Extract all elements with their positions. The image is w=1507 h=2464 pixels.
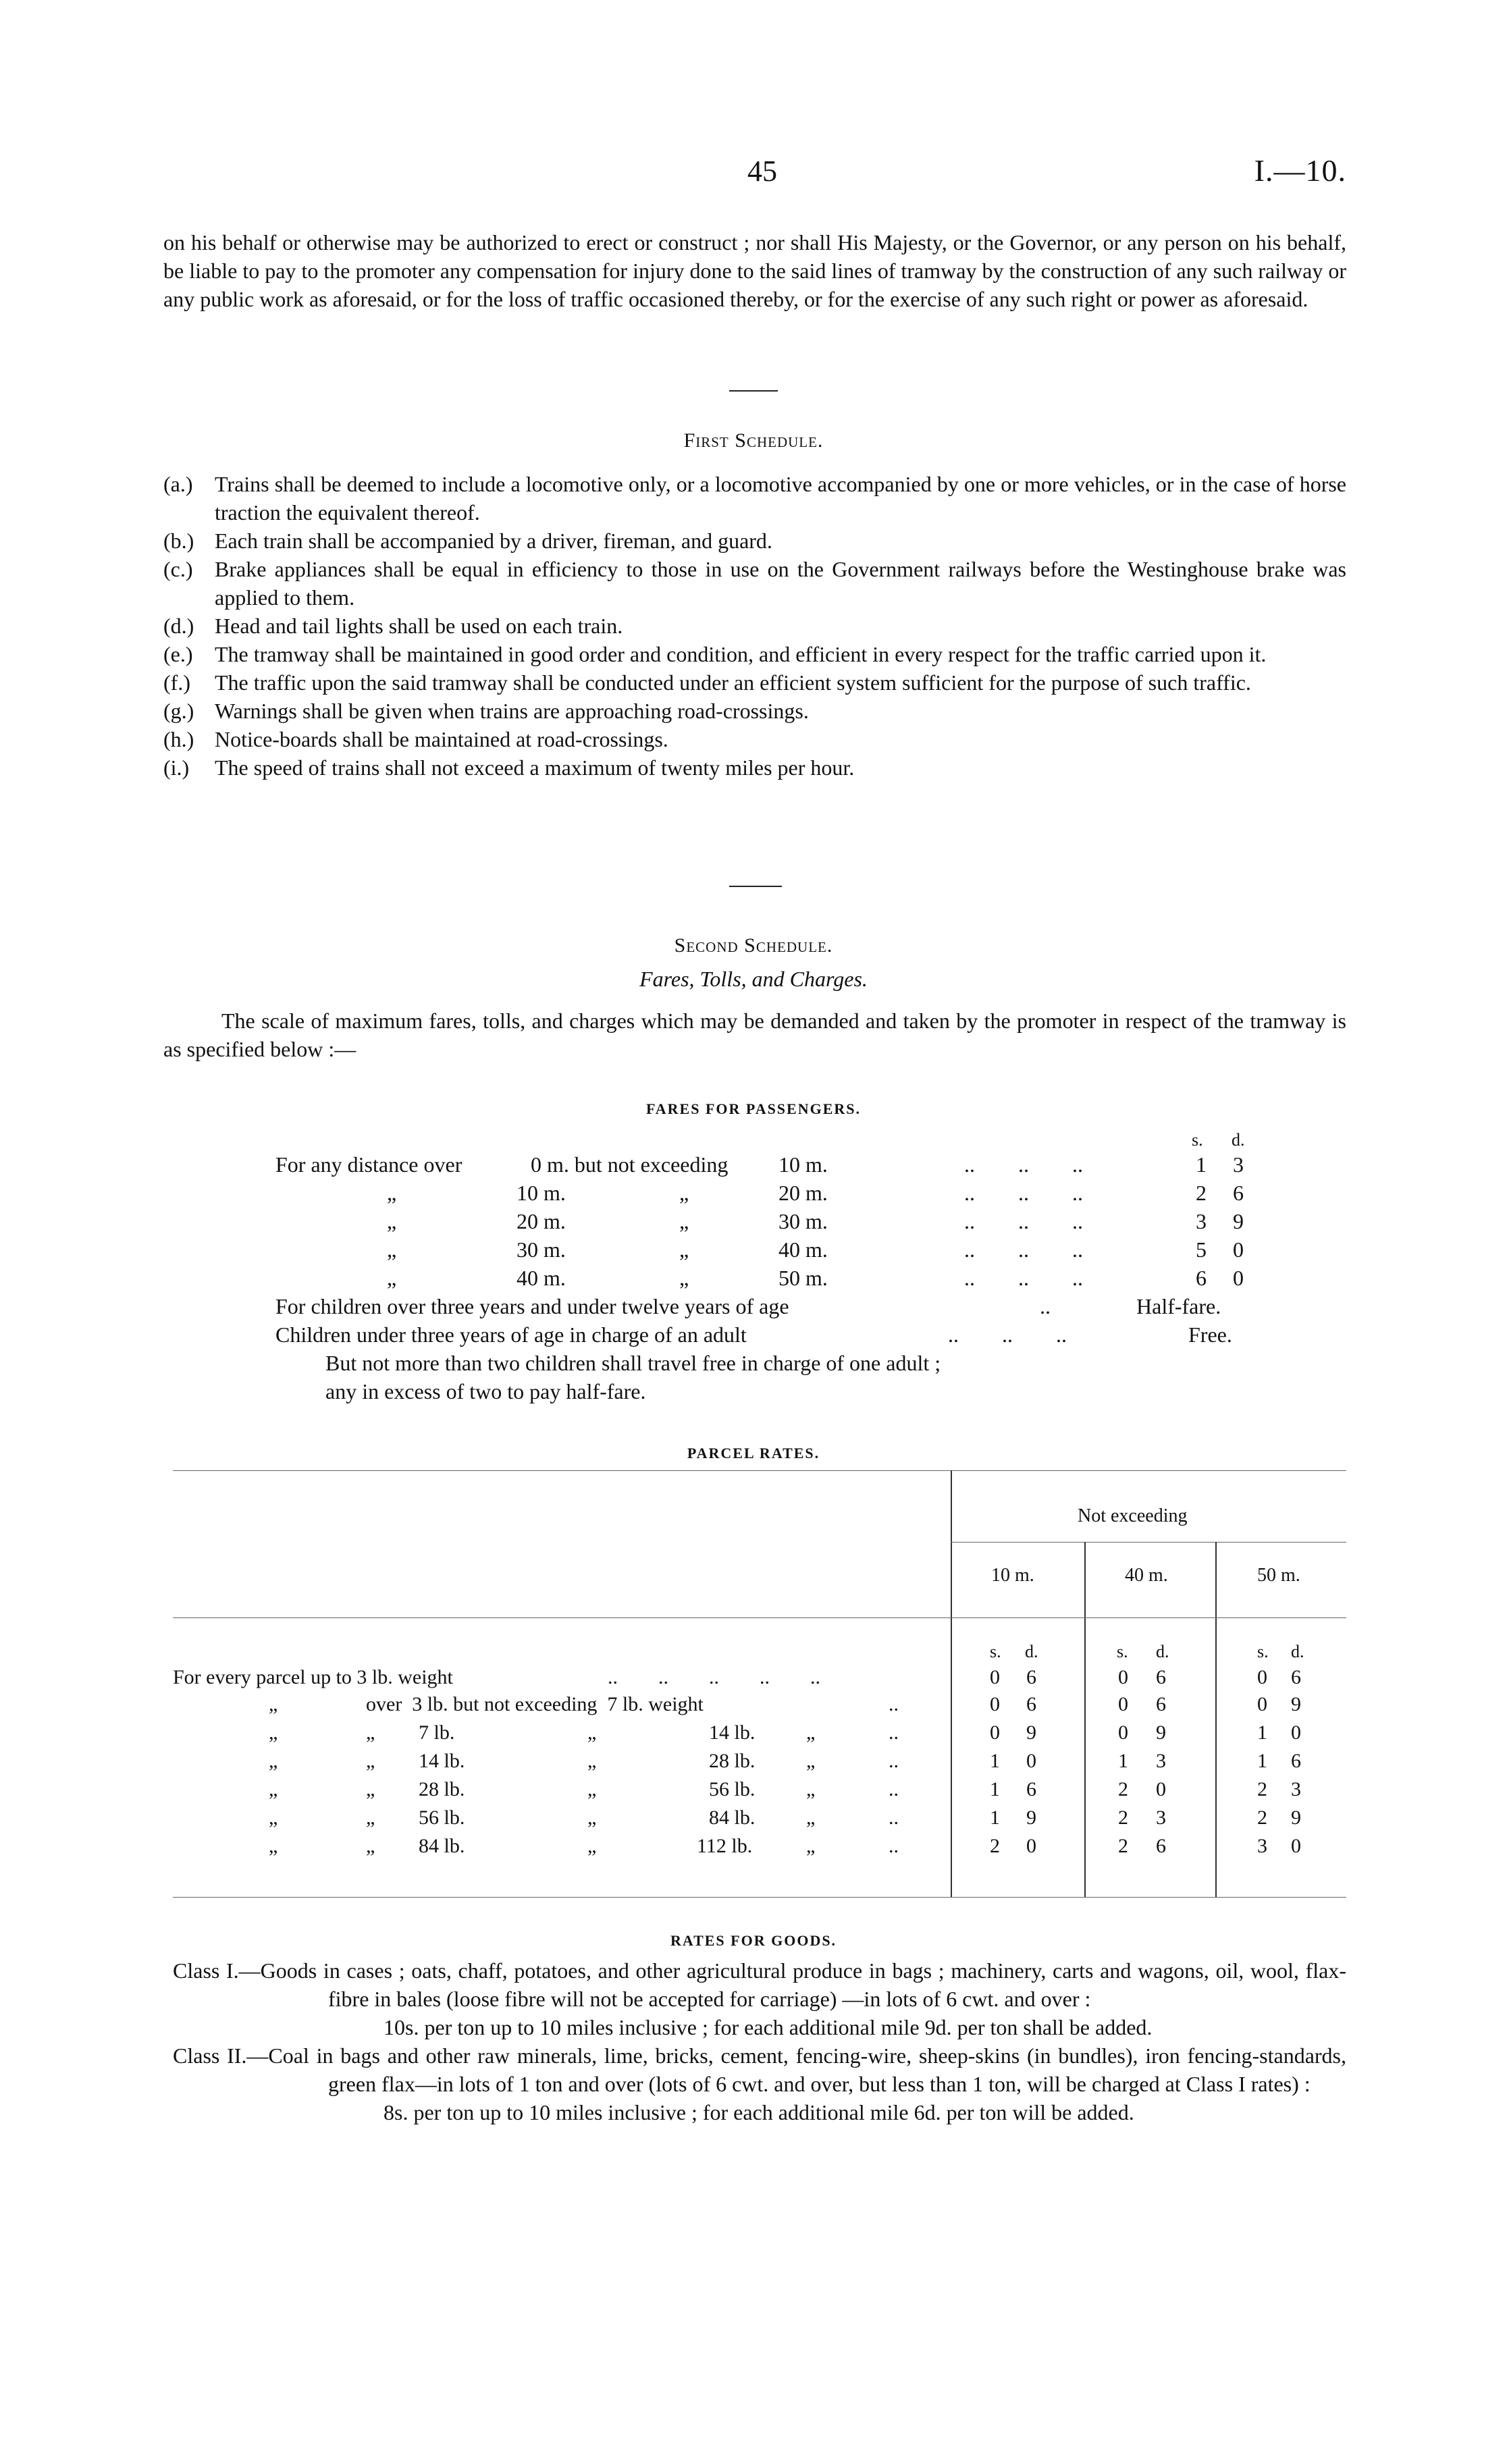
list-item-label: (d.) [163, 614, 194, 638]
unit-shillings: s. [1192, 1130, 1203, 1150]
fare-col-c: 40 m. [778, 1237, 828, 1262]
table-row [275, 1179, 1254, 1207]
list-item [163, 612, 1346, 640]
fare-col-b: 30 m. [517, 1237, 566, 1262]
rate-shillings: 2 [1118, 1778, 1128, 1800]
section-divider [729, 390, 778, 392]
list-item-label: (b.) [163, 529, 194, 553]
fare-shillings: 5 [1196, 1237, 1207, 1262]
fare-pence: 6 [1233, 1181, 1244, 1205]
list-item-label: (c.) [163, 557, 193, 581]
ditto-mark: „ [366, 1806, 375, 1829]
fares-table [275, 1126, 1254, 1349]
rate-pence: 0 [1156, 1778, 1166, 1800]
fares-heading: FARES FOR PASSENGERS. [645, 1100, 862, 1117]
ditto-mark: „ [806, 1806, 816, 1829]
unit-shillings: s. [1117, 1642, 1128, 1661]
list-item-label: (i.) [163, 755, 190, 780]
rate-shillings: 1 [1257, 1721, 1267, 1744]
list-item-text: Each train shall be accompanied by a driver, fireman, and guard. [215, 529, 772, 553]
fare-col-a: For any distance over [275, 1152, 462, 1177]
page-number: 45 [747, 155, 777, 188]
fare-shillings: 1 [1196, 1152, 1207, 1177]
ditto-mark: „ [806, 1835, 816, 1857]
ditto-mark: „ [387, 1266, 397, 1290]
document-reference: I.—10. [1254, 153, 1346, 188]
parcel-rates-heading: PARCEL RATES. [687, 1445, 820, 1462]
leader-dots: .. [1040, 1294, 1051, 1318]
ditto-mark: „ [387, 1181, 397, 1205]
rate-shillings: 2 [1257, 1778, 1267, 1800]
list-item-text: Warnings shall be given when trains are approaching road-crossings. [215, 699, 809, 723]
rate-shillings: 0 [1118, 1693, 1128, 1715]
column-header: 40 m. [1125, 1565, 1168, 1586]
fare-shillings: 6 [1196, 1266, 1207, 1290]
list-item [163, 527, 1346, 555]
rate-shillings: 0 [990, 1693, 1000, 1715]
children-under-label: Children under three years of age in charge of an adult [275, 1322, 747, 1347]
list-item-text: The tramway shall be maintained in good order and condition, and efficient in every respect for the traffic carried upon it. [215, 642, 1267, 666]
ditto-mark: „ [366, 1835, 375, 1857]
list-item-text: Head and tail lights shall be used on each train. [215, 614, 623, 638]
weight-from: 14 lb. [419, 1750, 465, 1772]
fare-pence: 3 [1233, 1152, 1244, 1177]
weight-from: 28 lb. [419, 1778, 465, 1800]
rate-shillings: 1 [990, 1778, 1000, 1800]
fares-note-line1: But not more than two children shall travel free in charge of one adult ; [325, 1351, 941, 1375]
parcel-row-label: over 3 lb. but not exceeding 7 lb. weight [366, 1693, 704, 1715]
fare-shillings: 3 [1196, 1209, 1207, 1233]
ditto-mark: „ [387, 1209, 397, 1233]
list-item-text: Trains shall be deemed to include a locomotive only, or a locomotive accompanied by one or more vehicles, or in the case of horse traction the equivalent thereof. [215, 472, 1346, 525]
fare-col-c: 10 m. [778, 1152, 828, 1177]
rate-shillings: 0 [990, 1666, 1000, 1688]
leader-dots: .. .. .. [964, 1266, 1083, 1290]
rate-shillings: 0 [1257, 1666, 1267, 1688]
list-item-label: (g.) [163, 699, 194, 723]
ditto-mark: „ [806, 1750, 816, 1772]
unit-pence: d. [1156, 1642, 1169, 1661]
second-schedule-subtitle: Fares, Tolls, and Charges. [639, 967, 868, 991]
ditto-mark: „ [587, 1806, 597, 1829]
fares-note-line2: any in excess of two to pay half-fare. [325, 1379, 646, 1403]
rate-shillings: 2 [990, 1835, 1000, 1857]
column-header: 10 m. [991, 1565, 1034, 1586]
list-item-label: (e.) [163, 642, 193, 666]
parcel-rates-table [173, 1470, 1346, 1902]
weight-to: 14 lb. [709, 1721, 756, 1744]
table-rule [951, 1470, 952, 1897]
unit-pence: d. [1025, 1642, 1038, 1661]
ditto-mark: „ [679, 1237, 689, 1262]
leader-dots: .. .. .. [964, 1237, 1083, 1262]
children-over-label: For children over three years and under twelve years of age [275, 1294, 789, 1318]
rate-pence: 0 [1291, 1721, 1301, 1744]
rate-pence: 6 [1156, 1693, 1166, 1715]
leader-dots: .. .. .. [948, 1322, 1067, 1347]
list-item [163, 555, 1346, 612]
weight-to: 112 lb. [697, 1835, 753, 1857]
list-item-text: The traffic upon the said tramway shall be conducted under an efficient system sufficient for the purpose of such traffic. [215, 670, 1251, 695]
fare-col-c: 30 m. [778, 1209, 828, 1233]
weight-from: 7 lb. [419, 1721, 455, 1744]
rate-shillings: 2 [1118, 1835, 1128, 1857]
unit-shillings: s. [1257, 1642, 1269, 1661]
table-row [275, 1207, 1254, 1235]
parcel-row-label: For every parcel up to 3 lb. weight [173, 1666, 453, 1688]
class-one-paragraph: Class I.—Goods in cases ; oats, chaff, potatoes, and other agricultural produce in bags ; machinery, carts and wagons, oil, wool, flax-fibre in bales (loose fibre will not be accepted for carriage) —in lots of 6 cwt. and over : [173, 1958, 1346, 2011]
weight-to: 84 lb. [709, 1806, 756, 1829]
leader-dots: .. .. .. [964, 1152, 1083, 1177]
weight-from: 84 lb. [419, 1835, 465, 1857]
leader-dots: .. .. .. .. .. [608, 1666, 820, 1688]
ditto-mark: „ [679, 1209, 689, 1233]
rate-pence: 9 [1291, 1693, 1301, 1715]
ditto-mark: „ [587, 1721, 597, 1744]
rate-pence: 6 [1026, 1666, 1036, 1688]
rate-pence: 6 [1291, 1750, 1301, 1772]
table-rule [173, 1470, 1346, 1471]
ditto-mark: „ [387, 1237, 397, 1262]
table-row [275, 1264, 1254, 1292]
rate-shillings: 0 [1257, 1693, 1267, 1715]
column-header: 50 m. [1257, 1565, 1300, 1586]
leader-dots: .. [889, 1721, 899, 1744]
table-row [275, 1150, 1254, 1179]
fare-shillings: 2 [1196, 1181, 1207, 1205]
fare-col-c: 50 m. [778, 1266, 828, 1290]
rate-pence: 3 [1156, 1750, 1166, 1772]
fare-col-c: 20 m. [778, 1181, 828, 1205]
rate-shillings: 3 [1257, 1835, 1267, 1857]
list-item-text: The speed of trains shall not exceed a maximum of twenty miles per hour. [215, 755, 855, 780]
leader-dots: .. .. .. [964, 1181, 1083, 1205]
table-rule [951, 1542, 1346, 1543]
table-rule [173, 1617, 1346, 1618]
rate-pence: 6 [1156, 1835, 1166, 1857]
ditto-mark: „ [806, 1721, 816, 1744]
fare-pence: 0 [1233, 1237, 1244, 1262]
ditto-mark: „ [269, 1693, 278, 1715]
fare-col-b: 0 m. but not exceeding [531, 1152, 729, 1177]
goods-rates-section [173, 1956, 1346, 2126]
rate-pence: 0 [1026, 1750, 1036, 1772]
rate-shillings: 1 [1118, 1750, 1128, 1772]
ditto-mark: „ [269, 1750, 278, 1772]
first-schedule-list [163, 470, 1346, 782]
ditto-mark: „ [269, 1778, 278, 1800]
weight-to: 28 lb. [709, 1750, 756, 1772]
leader-dots: .. [889, 1778, 899, 1800]
rate-pence: 9 [1026, 1721, 1036, 1744]
list-item-label: (h.) [163, 727, 194, 751]
list-item [163, 640, 1346, 668]
rate-shillings: 0 [1118, 1721, 1128, 1744]
ditto-mark: „ [587, 1750, 597, 1772]
unit-pence: d. [1291, 1642, 1304, 1661]
class-two-rate: 8s. per ton up to 10 miles inclusive ; for each additional mile 6d. per ton will be added. [384, 2100, 1134, 2124]
rate-pence: 6 [1026, 1693, 1036, 1715]
rate-shillings: 2 [1118, 1806, 1128, 1829]
list-item [163, 668, 1346, 697]
goods-rates-heading: RATES FOR GOODS. [670, 1932, 837, 1949]
table-rule [1084, 1542, 1086, 1897]
leader-dots: .. [889, 1693, 899, 1715]
first-schedule-heading: First Schedule. [683, 429, 824, 452]
rate-shillings: 0 [1118, 1666, 1128, 1688]
second-schedule-heading: Second Schedule. [674, 934, 833, 957]
ditto-mark: „ [366, 1778, 375, 1800]
fare-pence: 9 [1233, 1209, 1244, 1233]
weight-to: 56 lb. [709, 1778, 756, 1800]
rate-pence: 6 [1291, 1666, 1301, 1688]
fare-pence: 0 [1233, 1266, 1244, 1290]
ditto-mark: „ [269, 1721, 278, 1744]
list-item-label: (a.) [163, 472, 193, 496]
rate-pence: 9 [1026, 1806, 1036, 1829]
fares-units-row [275, 1126, 1254, 1150]
children-under-rate: Free. [1188, 1322, 1232, 1347]
rate-shillings: 1 [990, 1750, 1000, 1772]
list-item-text: Brake appliances shall be equal in efficiency to those in use on the Government railways before the Westinghouse brake was applied to them. [215, 557, 1346, 610]
scale-paragraph: The scale of maximum fares, tolls, and charges which may be demanded and taken by the promoter in respect of the tramway is as specified below :— [163, 1009, 1346, 1061]
table-rule [173, 1897, 1346, 1898]
table-row [275, 1292, 1254, 1320]
column-group-header: Not exceeding [1078, 1505, 1188, 1526]
rate-pence: 3 [1291, 1778, 1301, 1800]
table-row [275, 1320, 1254, 1349]
rate-pence: 3 [1156, 1806, 1166, 1829]
ditto-mark: „ [587, 1835, 597, 1857]
list-item-label: (f.) [163, 670, 190, 695]
rate-pence: 6 [1026, 1778, 1036, 1800]
class-two-paragraph: Class II.—Coal in bags and other raw minerals, lime, bricks, cement, fencing-wire, sheep-skins (in bundles), iron fencing-standards, green flax—in lots of 1 ton and over (lots of 6 cwt. and over, but less than 1 ton, will be charged at Class I rates) : [173, 2043, 1346, 2096]
leader-dots: .. [889, 1750, 899, 1772]
ditto-mark: „ [269, 1835, 278, 1857]
class-one-rate: 10s. per ton up to 10 miles inclusive ; for each additional mile 9d. per ton shall be added. [384, 2015, 1153, 2039]
rate-shillings: 1 [1257, 1750, 1267, 1772]
ditto-mark: „ [806, 1778, 816, 1800]
intro-paragraph: on his behalf or otherwise may be authorized to erect or construct ; nor shall His Majesty, or the Governor, or any person on his behalf, be liable to pay to the promoter any compensation for injury done to the said lines of tramway by the construction of any such railway or any public work as aforesaid, or for the loss of traffic occasioned thereby, or for the exercise of any such right or power as aforesaid. [163, 230, 1346, 311]
list-item [163, 753, 1346, 782]
ditto-mark: „ [269, 1806, 278, 1829]
list-item [163, 697, 1346, 725]
list-item [163, 725, 1346, 753]
table-row [275, 1235, 1254, 1264]
rate-shillings: 2 [1257, 1806, 1267, 1829]
ditto-mark: „ [366, 1721, 375, 1744]
list-item [163, 470, 1346, 527]
ditto-mark: „ [679, 1181, 689, 1205]
fare-col-b: 20 m. [517, 1209, 566, 1233]
ditto-mark: „ [587, 1778, 597, 1800]
rate-pence: 9 [1291, 1806, 1301, 1829]
children-over-rate: Half-fare. [1136, 1294, 1221, 1318]
ditto-mark: „ [366, 1750, 375, 1772]
ditto-mark: „ [679, 1266, 689, 1290]
table-rule [1215, 1542, 1217, 1897]
rate-shillings: 1 [990, 1806, 1000, 1829]
fare-col-b: 40 m. [517, 1266, 566, 1290]
unit-shillings: s. [990, 1642, 1001, 1661]
section-divider [729, 886, 782, 887]
leader-dots: .. [889, 1806, 899, 1829]
leader-dots: .. .. .. [964, 1209, 1083, 1233]
rate-shillings: 0 [990, 1721, 1000, 1744]
list-item-text: Notice-boards shall be maintained at road-crossings. [215, 727, 668, 751]
rate-pence: 6 [1156, 1666, 1166, 1688]
fare-col-b: 10 m. [517, 1181, 566, 1205]
rate-pence: 0 [1291, 1835, 1301, 1857]
unit-pence: d. [1232, 1130, 1245, 1150]
rate-pence: 0 [1026, 1835, 1036, 1857]
rate-pence: 9 [1156, 1721, 1166, 1744]
leader-dots: .. [889, 1835, 899, 1857]
weight-from: 56 lb. [419, 1806, 465, 1829]
